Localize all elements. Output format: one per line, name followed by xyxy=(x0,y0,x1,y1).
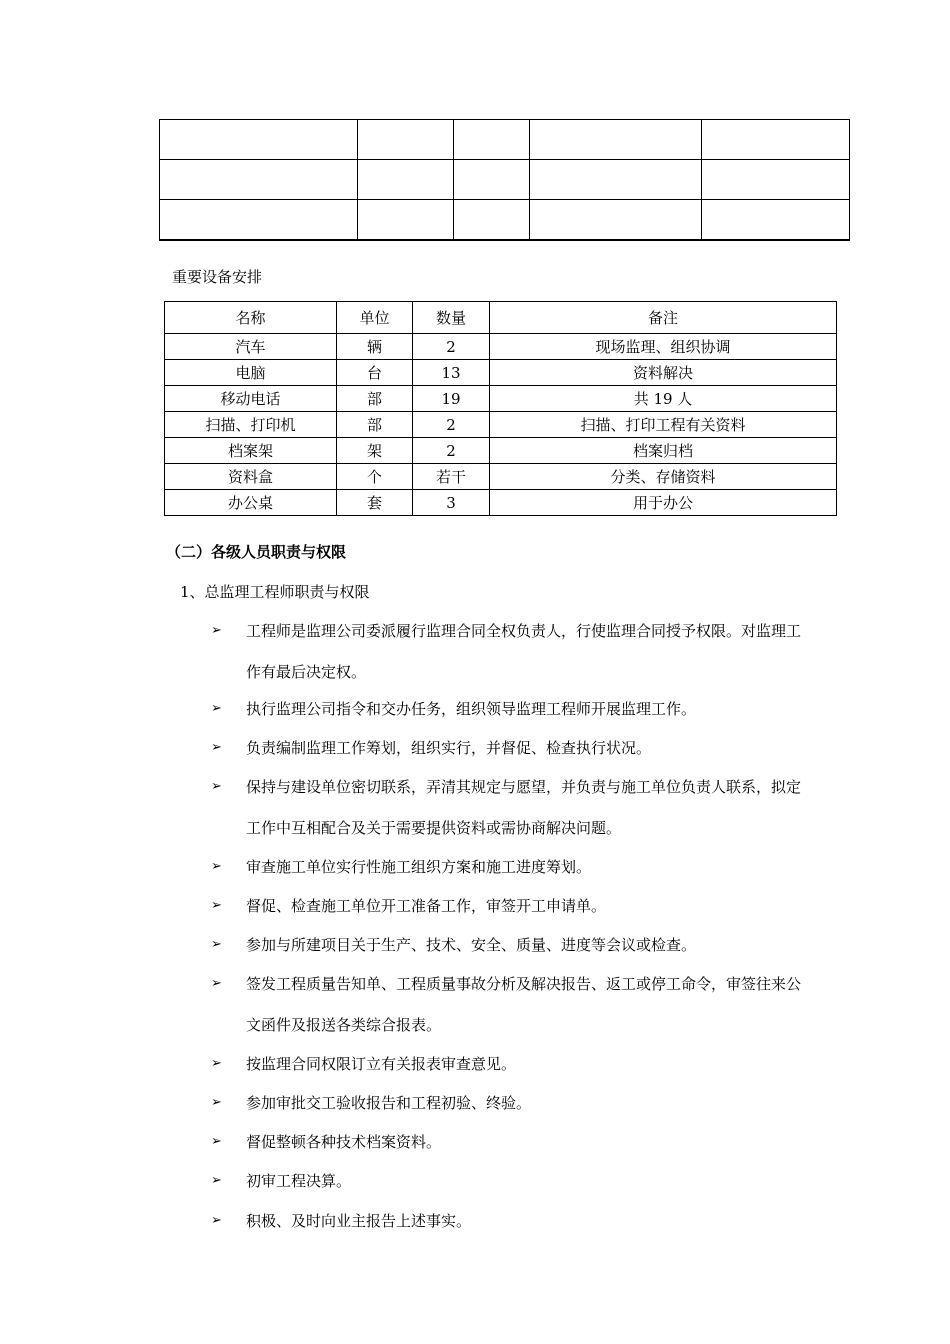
list-item: 保持与建设单位密切联系，弄清其规定与愿望，并负责与施工单位负责人联系，拟定 xyxy=(246,778,802,796)
list-item: 参加与所建项目关于生产、技术、安全、质量、进度等会议或检查。 xyxy=(246,936,697,954)
empty-cell xyxy=(702,200,850,241)
list-item: 审查施工单位实行性施工组织方案和施工进度筹划。 xyxy=(246,858,592,876)
cell-quantity: 13 xyxy=(413,360,490,386)
list-item: 参加审批交工验收报告和工程初验、终验。 xyxy=(246,1094,532,1112)
arrowhead-bullet-icon: ➢ xyxy=(211,1134,222,1149)
list-item: 督促整顿各种技术档案资料。 xyxy=(246,1133,442,1151)
cell-name: 电脑 xyxy=(165,360,337,386)
cell-remark: 扫描、打印工程有关资料 xyxy=(490,412,837,438)
cell-name: 汽车 xyxy=(165,334,337,360)
cell-unit: 台 xyxy=(337,360,413,386)
cell-remark: 共 19 人 xyxy=(490,386,837,412)
empty-cell xyxy=(702,160,850,200)
list-item: 积极、及时向业主报告上述事实。 xyxy=(246,1212,472,1230)
empty-cell xyxy=(358,160,454,200)
empty-cell xyxy=(702,120,850,160)
cell-name: 档案架 xyxy=(165,438,337,464)
list-item: 执行监理公司指令和交办任务，组织领导监理工程师开展监理工作。 xyxy=(246,700,697,718)
empty-cell xyxy=(530,160,702,200)
arrowhead-bullet-icon: ➢ xyxy=(211,1173,222,1188)
empty-table xyxy=(159,119,850,241)
list-item: 工程师是监理公司委派履行监理合同全权负责人，行使监理合同授予权限。对监理工 xyxy=(246,622,802,640)
arrowhead-bullet-icon: ➢ xyxy=(211,779,222,794)
empty-table-row xyxy=(160,200,850,241)
cell-name: 资料盒 xyxy=(165,464,337,490)
equipment-header-row xyxy=(165,302,837,334)
cell-name: 扫描、打印机 xyxy=(165,412,337,438)
cell-remark: 档案归档 xyxy=(490,438,837,464)
cell-unit: 部 xyxy=(337,412,413,438)
cell-unit: 个 xyxy=(337,464,413,490)
equipment-title: 重要设备安排 xyxy=(172,268,263,286)
arrowhead-bullet-icon: ➢ xyxy=(211,1213,222,1228)
equipment-table xyxy=(164,301,837,516)
arrowhead-bullet-icon: ➢ xyxy=(211,976,222,991)
cell-quantity: 19 xyxy=(413,386,490,412)
arrowhead-bullet-icon: ➢ xyxy=(211,701,222,716)
header-remark: 备注 xyxy=(490,302,837,334)
list-item: 督促、检查施工单位开工准备工作，审签开工申请单。 xyxy=(246,897,607,915)
cell-quantity: 2 xyxy=(413,334,490,360)
cell-remark: 分类、存储资料 xyxy=(490,464,837,490)
cell-name: 办公桌 xyxy=(165,490,337,516)
table-row xyxy=(165,334,837,360)
empty-table-row xyxy=(160,160,850,200)
empty-table-row xyxy=(160,120,850,160)
arrowhead-bullet-icon: ➢ xyxy=(211,1056,222,1071)
cell-unit: 套 xyxy=(337,490,413,516)
arrowhead-bullet-icon: ➢ xyxy=(211,937,222,952)
list-item: 负责编制监理工作筹划，组织实行，并督促、检查执行状况。 xyxy=(246,739,652,757)
list-item-continuation: 作有最后决定权。 xyxy=(246,663,367,681)
cell-name: 移动电话 xyxy=(165,386,337,412)
empty-cell xyxy=(160,120,358,160)
empty-cell xyxy=(454,200,530,241)
cell-quantity: 3 xyxy=(413,490,490,516)
table-row xyxy=(165,490,837,516)
cell-unit: 架 xyxy=(337,438,413,464)
header-name: 名称 xyxy=(165,302,337,334)
cell-quantity: 若干 xyxy=(413,464,490,490)
empty-cell xyxy=(160,160,358,200)
cell-remark: 用于办公 xyxy=(490,490,837,516)
table-row xyxy=(165,386,837,412)
table-row xyxy=(165,360,837,386)
cell-quantity: 2 xyxy=(413,412,490,438)
cell-remark: 现场监理、组织协调 xyxy=(490,334,837,360)
empty-cell xyxy=(454,120,530,160)
list-item: 按监理合同权限订立有关报表审查意见。 xyxy=(246,1055,517,1073)
section-heading: （二）各级人员职责与权限 xyxy=(166,543,347,561)
arrowhead-bullet-icon: ➢ xyxy=(211,898,222,913)
arrowhead-bullet-icon: ➢ xyxy=(211,859,222,874)
empty-cell xyxy=(358,200,454,241)
arrowhead-bullet-icon: ➢ xyxy=(211,740,222,755)
table-row xyxy=(165,438,837,464)
table-row xyxy=(165,464,837,490)
empty-cell xyxy=(160,200,358,241)
header-unit: 单位 xyxy=(337,302,413,334)
cell-unit: 部 xyxy=(337,386,413,412)
list-item-continuation: 工作中互相配合及关于需要提供资料或需协商解决问题。 xyxy=(246,819,622,837)
list-item-continuation: 文函件及报送各类综合报表。 xyxy=(246,1016,442,1034)
section-subheading: 1、总监理工程师职责与权限 xyxy=(180,583,370,601)
list-item: 初审工程决算。 xyxy=(246,1172,352,1190)
cell-remark: 资料解决 xyxy=(490,360,837,386)
table-row xyxy=(165,412,837,438)
list-item: 签发工程质量告知单、工程质量事故分析及解决报告、返工或停工命令，审签往来公 xyxy=(246,975,802,993)
arrowhead-bullet-icon: ➢ xyxy=(211,1095,222,1110)
empty-cell xyxy=(530,200,702,241)
empty-cell xyxy=(530,120,702,160)
header-quantity: 数量 xyxy=(413,302,490,334)
empty-cell xyxy=(454,160,530,200)
empty-cell xyxy=(358,120,454,160)
cell-unit: 辆 xyxy=(337,334,413,360)
arrowhead-bullet-icon: ➢ xyxy=(211,623,222,638)
cell-quantity: 2 xyxy=(413,438,490,464)
